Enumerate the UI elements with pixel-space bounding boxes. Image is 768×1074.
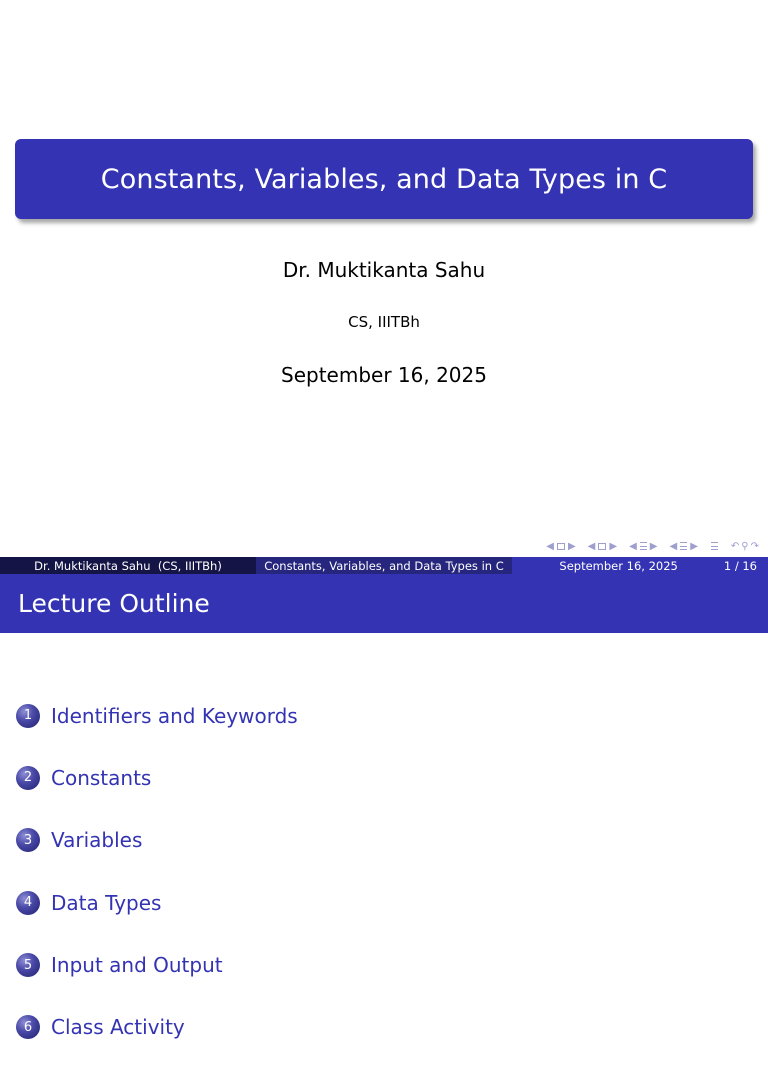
toc-item-label: Constants — [51, 765, 152, 790]
frame-title: Lecture Outline — [0, 574, 768, 633]
toc-item-variables[interactable] — [16, 825, 756, 856]
toc-number-ball: 5 — [16, 953, 40, 977]
align-icon[interactable] — [709, 542, 720, 550]
footline-date: September 16, 2025 — [559, 558, 678, 573]
toc-item-data-types[interactable] — [16, 887, 756, 918]
toc-item-label: Variables — [51, 828, 143, 853]
footline-author: Dr. Muktikanta Sahu (CS, IIITBh) — [0, 557, 256, 574]
toc-number-ball: 4 — [16, 891, 40, 915]
footline-title: Constants, Variables, and Data Types in C — [256, 557, 512, 574]
toc-item-input-output[interactable] — [16, 950, 756, 981]
toc-number-ball: 3 — [16, 828, 40, 852]
author-name: Dr. Muktikanta Sahu — [282, 258, 486, 282]
navigation-symbols — [535, 539, 760, 553]
footline — [0, 557, 768, 574]
section-nav-icon[interactable]: ◀ ▶ — [669, 540, 698, 552]
search-icon[interactable]: ↶ ⚲ ↷ — [730, 540, 759, 552]
toc-item-label: Class Activity — [51, 1015, 185, 1040]
slide-nav-icon[interactable]: ◀ ▶ — [546, 540, 576, 552]
toc-number-ball: 2 — [16, 766, 40, 790]
page-number: 1 / 16 — [723, 558, 757, 573]
toc-item-class-activity[interactable] — [16, 1012, 756, 1043]
footline-right — [512, 557, 768, 574]
subsection-nav-icon[interactable]: ◀ ▶ — [629, 540, 658, 552]
toc-item-label: Identifiers and Keywords — [51, 703, 298, 728]
frame-nav-icon[interactable]: ◀ ▶ — [587, 540, 618, 552]
toc-item-label: Data Types — [51, 890, 162, 915]
institute: CS, IIITBh — [348, 313, 420, 331]
toc-item-label: Input and Output — [51, 953, 223, 978]
presentation-date: September 16, 2025 — [281, 363, 487, 387]
toc-item-identifiers[interactable] — [16, 700, 756, 731]
toc-item-constants[interactable] — [16, 762, 756, 793]
presentation-title: Constants, Variables, and Data Types in C — [15, 139, 753, 219]
table-of-contents — [16, 700, 756, 1074]
toc-number-ball: 6 — [16, 1015, 40, 1039]
toc-number-ball: 1 — [16, 704, 40, 728]
